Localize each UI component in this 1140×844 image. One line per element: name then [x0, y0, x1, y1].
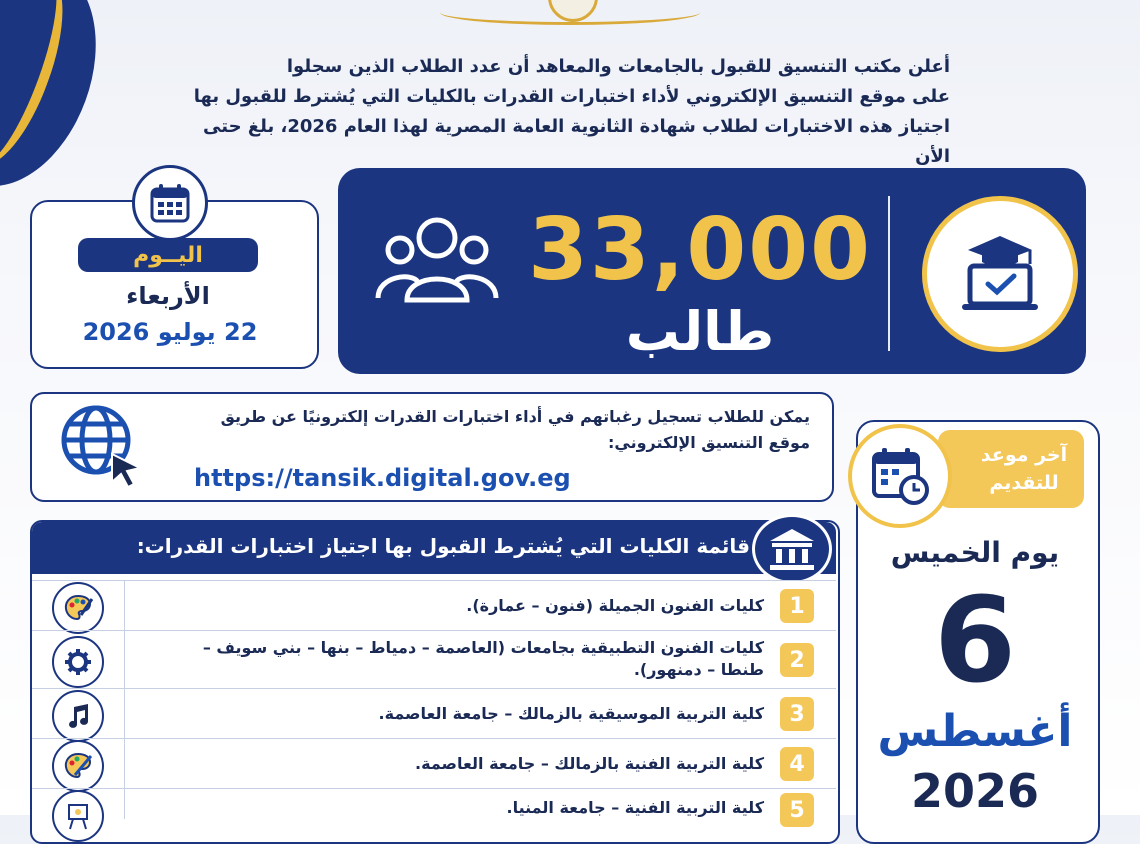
deadline-label	[938, 430, 1084, 508]
deadline-year: 2026	[910, 764, 1040, 818]
list-item	[32, 630, 836, 689]
item-text: كلية التربية الموسيقية بالزمالك – جامعة العاصمة.	[378, 704, 764, 723]
people-icon	[372, 210, 502, 320]
day-date: 22 يوليو 2026	[82, 318, 258, 346]
today-label: اليــوم	[78, 238, 258, 272]
gear-icon	[52, 636, 104, 688]
globe-cursor-icon	[54, 398, 146, 490]
item-text: كلية التربية الفنية – جامعة المنيا.	[506, 798, 764, 817]
item-number: 2	[780, 643, 814, 677]
row-separator	[124, 739, 125, 789]
stats-divider	[888, 196, 890, 351]
intro-line-3: اجتياز هذه الاختبارات لطلاب شهادة الثانوية العامة المصرية لهذا العام 2026، بلغ حتى الأن	[203, 116, 950, 167]
calendar-icon	[132, 165, 208, 241]
item-number: 1	[780, 589, 814, 623]
music-note-icon	[52, 690, 104, 742]
deadline-day: يوم الخميس	[890, 536, 1060, 569]
row-separator	[124, 631, 125, 689]
colleges-list-title: قائمة الكليات التي يُشترط القبول بها اجتياز اختبارات القدرات:	[136, 534, 750, 558]
registered-unit: طالب	[625, 300, 775, 363]
deadline-day-number: 6	[933, 571, 1017, 709]
palette-brush-icon	[52, 740, 104, 792]
deadline-label-line-1: آخر موعد	[980, 444, 1068, 466]
list-item	[32, 738, 836, 789]
deadline-month: أغسطس	[877, 706, 1073, 757]
row-separator	[124, 581, 125, 631]
easel-icon	[52, 790, 104, 842]
row-separator	[124, 689, 125, 739]
university-building-icon	[752, 514, 832, 584]
tansik-url-link[interactable]: https://tansik.digital.gov.eg	[194, 464, 571, 492]
registration-instructions	[190, 404, 810, 456]
item-number: 4	[780, 747, 814, 781]
instructions-line-2: موقع التنسيق الإلكتروني:	[607, 433, 810, 452]
item-number: 5	[780, 793, 814, 827]
laptop-graduation-icon	[922, 196, 1078, 352]
item-number: 3	[780, 697, 814, 731]
palette-icon	[52, 582, 104, 634]
item-text: كليات الفنون الجميلة (فنون – عمارة).	[466, 596, 764, 615]
item-text: كليات الفنون التطبيقية بجامعات (العاصمة – دمياط – بنها – بني سويف – طنطا – دمنهور).	[202, 638, 764, 679]
registered-count: 33,000	[528, 200, 872, 300]
item-text: كلية التربية الفنية بالزمالك – جامعة العاصمة.	[415, 754, 764, 773]
instructions-line-1: يمكن للطلاب تسجيل رغباتهم في أداء اختبارات القدرات إلكترونيًا عن طريق	[220, 407, 810, 426]
deadline-label-line-2: للتقديم	[989, 472, 1059, 494]
intro-paragraph	[170, 52, 950, 172]
list-item	[32, 688, 836, 739]
calendar-clock-icon	[848, 424, 952, 528]
day-name: الأربعاء	[126, 282, 210, 310]
intro-line-2: على موقع التنسيق الإلكتروني لأداء اختبارات القدرات بالكليات التي يُشترط للقبول بها	[193, 86, 950, 107]
list-item	[32, 788, 836, 823]
intro-line-1: أعلن مكتب التنسيق للقبول بالجامعات والمعاهد أن عدد الطلاب الذين سجلوا	[286, 56, 950, 77]
list-item	[32, 580, 836, 631]
